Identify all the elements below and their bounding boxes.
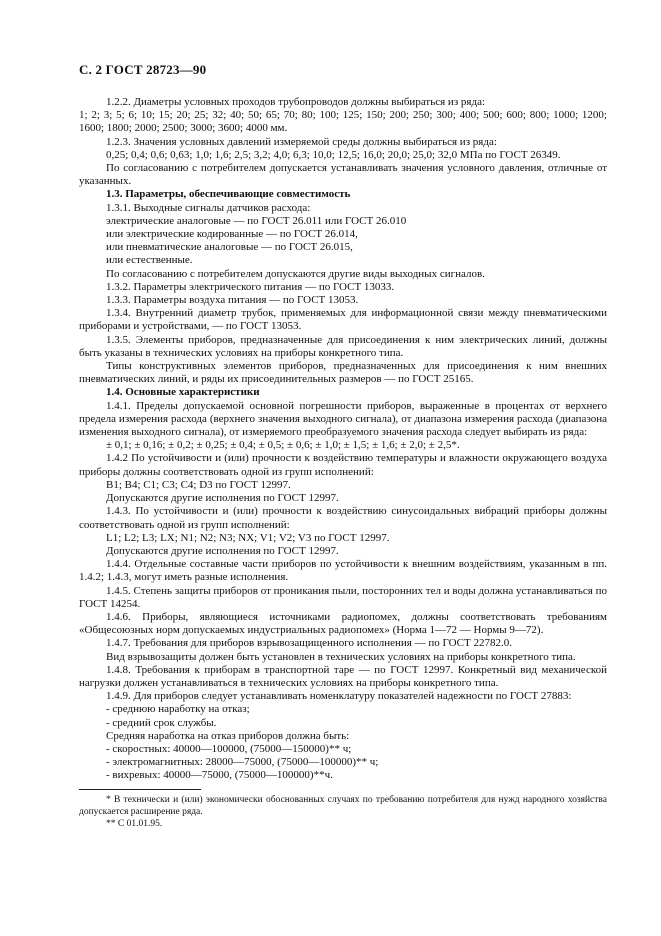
paragraph: ± 0,1; ± 0,16; ± 0,2; ± 0,25; ± 0,4; ± 0,5; ± 0,6; ± 1,0; ± 1,5; ± 1,6; ± 2,0; ± 2,5*. xyxy=(106,439,460,452)
paragraph: 1.4.3. По устойчивости и (или) прочности к воздействию синусоидальных вибраций приборы должны соответствовать одной из групп исполнений: xyxy=(79,505,607,531)
paragraph: Средняя наработка на отказ приборов должна быть: xyxy=(106,729,350,742)
paragraph-list xyxy=(79,96,607,783)
paragraph: или естественные. xyxy=(106,254,193,267)
paragraph: L1; L2; L3; LX; N1; N2; N3; NX; V1; V2; V3 по ГОСТ 12997. xyxy=(106,531,390,544)
paragraph: - электромагнитных: 28000—75000, (75000—100000)** ч; xyxy=(106,756,379,769)
paragraph: 1; 2; 3; 5; 6; 10; 15; 20; 25; 32; 40; 50; 65; 70; 80; 100; 125; 150; 200; 250; 300; 400; 500; 600; 800; 1000; 1200; 1600; 1800; 2000; 2500; 3000; 3600; 4000 мм. xyxy=(79,109,607,135)
paragraph: или электрические кодированные — по ГОСТ 26.014, xyxy=(106,228,358,241)
paragraph: 1.4.8. Требования к приборам в транспортной таре — по ГОСТ 12997. Конкретный вид механической нагрузки должен устанавливаться в технических условиях на приборы конкретного типа. xyxy=(79,663,607,689)
paragraph: 1.4.5. Степень защиты приборов от проникания пыли, посторонних тел и воды должна устанавливаться по ГОСТ 14254. xyxy=(79,584,607,610)
paragraph: - средний срок службы. xyxy=(106,716,217,729)
paragraph: Допускаются другие исполнения по ГОСТ 12997. xyxy=(106,544,339,557)
footnote-list xyxy=(79,794,607,830)
paragraph: 0,25; 0,4; 0,6; 0,63; 1,0; 1,6; 2,5; 3,2; 4,0; 6,3; 10,0; 12,5; 16,0; 20,0; 25,0; 32,0 МПа по ГОСТ 26349. xyxy=(106,148,561,161)
paragraph: 1.3.4. Внутренний диаметр трубок, применяемых для информационной связи между пневматическими приборами и устройствами, — по ГОСТ 13053. xyxy=(79,307,607,333)
paragraph: Вид взрывозащиты должен быть установлен в технических условиях на приборы конкретного типа. xyxy=(106,650,576,663)
paragraph: По согласованию с потребителем допускаются другие виды выходных сигналов. xyxy=(106,267,485,280)
paragraph: В1; В4; С1; С3; С4; D3 по ГОСТ 12997. xyxy=(106,478,291,491)
footnote: ** С 01.01.95. xyxy=(106,818,163,829)
footnote-divider xyxy=(79,789,201,790)
paragraph: 1.3.1. Выходные сигналы датчиков расхода: xyxy=(106,201,311,214)
paragraph: 1.2.3. Значения условных давлений измеряемой среды должны выбираться из ряда: xyxy=(106,135,497,148)
paragraph: Типы конструктивных элементов приборов, предназначенных для присоединения к ним внешних пневматических линий, и ряды их присоединительных размеров — по ГОСТ 25165. xyxy=(79,360,607,386)
paragraph: 1.4.2 По устойчивости и (или) прочности к воздействию температуры и влажности окружающего воздуха приборы должны соответствовать одной из групп исполнений: xyxy=(79,452,607,478)
paragraph: Допускаются другие исполнения по ГОСТ 12997. xyxy=(106,492,339,505)
paragraph: 1.4. Основные характеристики xyxy=(106,386,260,399)
footnote: * В технически и (или) экономически обоснованных случаях по требованию потребителя для нужд народного хозяйства допускается расширение ряда. xyxy=(79,794,607,817)
paragraph: или пневматические аналоговые — по ГОСТ 26.015, xyxy=(106,241,353,254)
paragraph: 1.4.9. Для приборов следует устанавливать номенклатуру показателей надежности по ГОСТ 27883: xyxy=(106,690,572,703)
paragraph: 1.2.2. Диаметры условных проходов трубопроводов должны выбираться из ряда: xyxy=(106,96,486,108)
paragraph: 1.4.6. Приборы, являющиеся источниками радиопомех, должны соответствовать требованиям «Общесоюзных норм допускаемых индустриальных радиопомех» (Норма 1—72 — Нормы 9—72). xyxy=(79,610,607,637)
document-body xyxy=(79,96,607,830)
paragraph: 1.3.2. Параметры электрического питания — по ГОСТ 13033. xyxy=(106,280,395,293)
paragraph: - вихревых: 40000—75000, (75000—100000)**ч. xyxy=(106,769,333,782)
paragraph: 1.4.4. Отдельные составные части приборов по устойчивости к внешним воздействиям, указанным в пп. 1.4.2; 1.4.3, могут иметь разные исполнения. xyxy=(79,558,607,584)
paragraph: - среднюю наработку на отказ; xyxy=(106,703,250,716)
paragraph: - скоростных: 40000—100000, (75000—150000)** ч; xyxy=(106,742,352,755)
page-header: С. 2 ГОСТ 28723—90 xyxy=(79,62,207,77)
paragraph: 1.3. Параметры, обеспечивающие совместимость xyxy=(106,188,351,201)
paragraph: По согласованию с потребителем допускается устанавливать значения условного давления, отличные от указанных. xyxy=(79,162,607,188)
paragraph: 1.3.3. Параметры воздуха питания — по ГОСТ 13053. xyxy=(106,294,359,307)
paragraph: электрические аналоговые — по ГОСТ 26.011 или ГОСТ 26.010 xyxy=(106,214,407,227)
paragraph: 1.4.7. Требования для приборов взрывозащищенного исполнения — по ГОСТ 22782.0. xyxy=(106,637,512,650)
paragraph: 1.3.5. Элементы приборов, предназначенные для присоединения к ним электрических линий, должны быть указаны в технических условиях на приборы конкретного типа. xyxy=(79,333,607,359)
paragraph: 1.4.1. Пределы допускаемой основной погрешности приборов, выраженные в процентах от верхнего предела измерения расхода (верхнего значения выходного сигнала), от диапазона измерения расхода (диапазона изменения выходного сигнала), от измеряемого преобразуемого значения расхода следует выбирать из ряда: xyxy=(79,399,607,439)
